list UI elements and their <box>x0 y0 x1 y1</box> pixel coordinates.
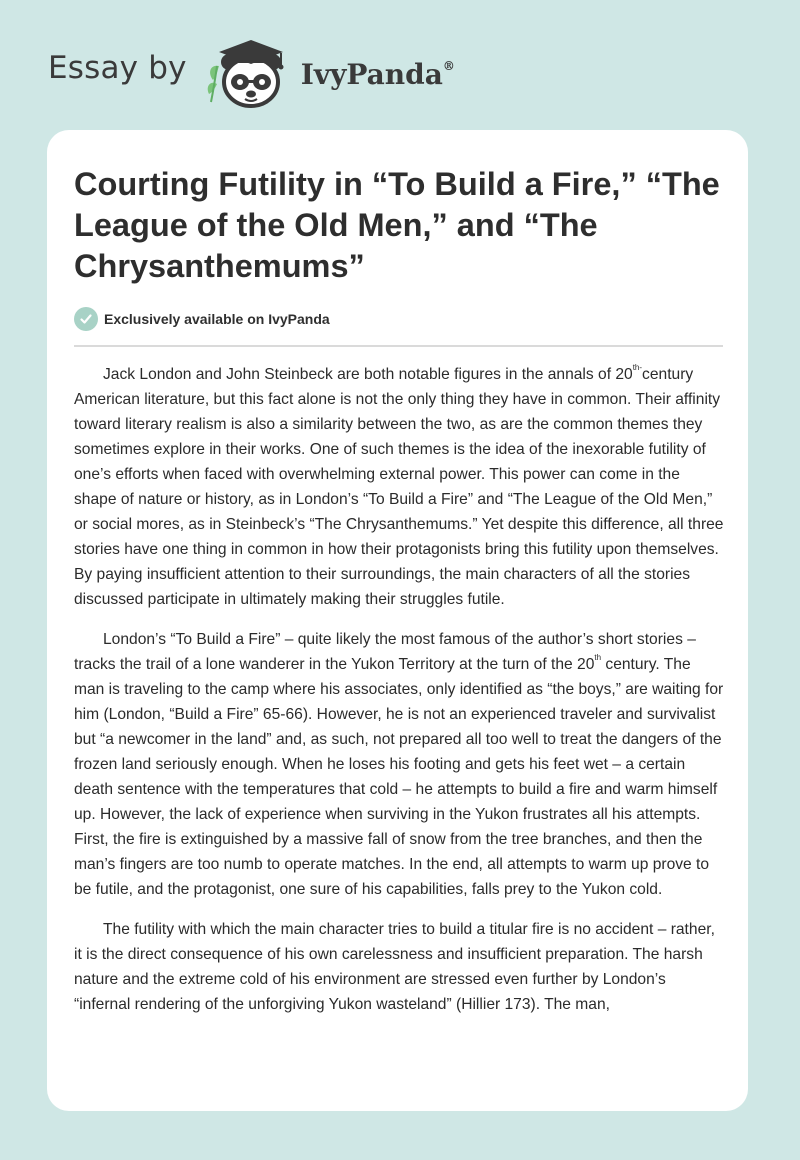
check-circle-icon <box>74 307 98 331</box>
essay-body <box>74 362 724 1032</box>
brand-text: IvyPanda <box>300 57 443 91</box>
paragraph-text: Jack London and John Steinbeck are both notable figures in the annals of 20 <box>103 366 633 383</box>
paragraph-text: The futility with which the main character tries to build a titular fire is no accident – rather, it is the direct consequence of his own carelessness and insufficient preparation. The harsh nature and the extreme cold of his environment are stressed even further by London’s “infernal rendering of the unforgiving Yukon wasteland” (Hillier 173). The man, <box>74 921 715 1013</box>
superscript: th <box>594 653 602 662</box>
panda-graduation-cap-icon <box>203 36 295 112</box>
paragraph-1 <box>74 362 724 612</box>
paragraph-text: century American literature, but this fact alone is not the only thing they have in common. Their affinity toward literary realism is also a similarity between the two, as are the common themes they sometimes explore in their works. One of such themes is the idea of the inexorable futility of one’s efforts when faced with overwhelming external power. This power can come in the shape of nature or history, as in London’s “To Build a Fire” and “The League of the Old Men,” or social mores, as in Steinbeck’s “The Chrysanthemums.” Yet despite this difference, all three stories have one thing in common in how their protagonists bring this futility upon themselves. By paying insufficient attention to their surroundings, the main characters of all the stories discussed participate in ultimately making their struggles futile. <box>74 366 724 608</box>
paragraph-text: century. The man is traveling to the camp where his associates, only identified as “the boys,” are waiting for him (London, “Build a Fire” 65-66). However, he is not an experienced traveler and survivalist but “a newcomer in the land” and, as such, not prepared all too well to treat the dangers of the frozen land seriously enough. When he loses his footing and gets his feet wet – a certain death sentence with the temperatures that cold – he attempts to build a fire and warm himself up. However, the lack of experience when surviving in the Yukon frustrates all his attempts. First, the fire is extinguished by a massive fall of snow from the tree branches, and then the man’s fingers are too numb to operate matches. In the end, all attempts to warm up prove to be futile, and the protagonist, one sure of his capabilities, falls prey to the Yukon cold. <box>74 656 724 898</box>
paragraph-2 <box>74 627 724 902</box>
title-divider <box>74 345 723 347</box>
exclusive-badge <box>74 307 330 331</box>
registered-mark: ® <box>442 58 455 73</box>
essay-title: Courting Futility in “To Build a Fire,” “The League of the Old Men,” and “The Chrysanthemums” <box>74 166 720 284</box>
paragraph-3 <box>74 917 724 1017</box>
exclusive-badge-label: Exclusively available on IvyPanda <box>104 311 330 327</box>
essay-card <box>47 130 748 1111</box>
paragraph-text: London’s “To Build a Fire” – quite likely the most famous of the author’s short stories – tracks the trail of a lone wanderer in the Yukon Territory at the turn of the 20 <box>74 631 696 673</box>
superscript: th- <box>632 363 643 372</box>
brand-header[interactable] <box>48 38 455 108</box>
essay-by-label: Essay by <box>48 50 187 86</box>
check-mark-icon <box>79 312 93 326</box>
ivypanda-brand-name <box>301 58 455 91</box>
